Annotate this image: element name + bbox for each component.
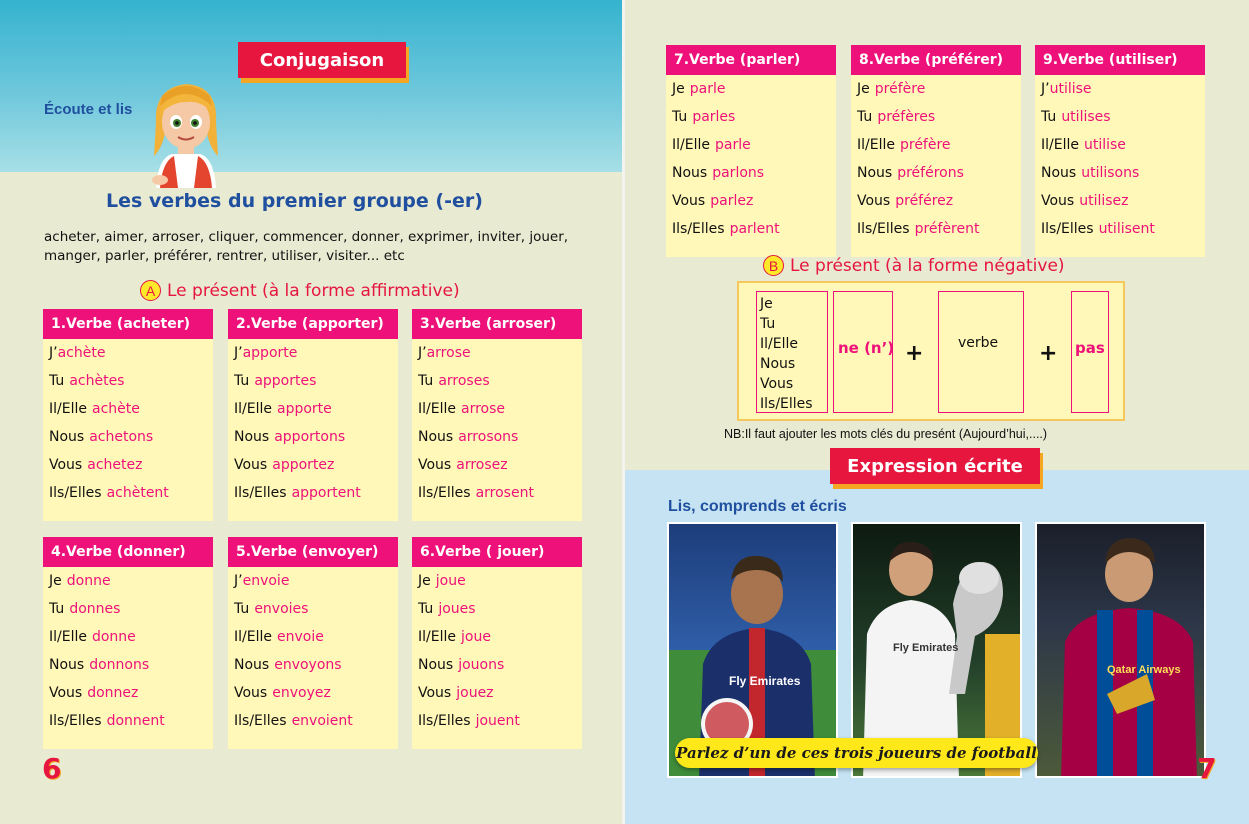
verb-form: envoyez xyxy=(272,685,331,701)
pronoun: Vous xyxy=(418,685,452,701)
conjugation-table xyxy=(412,309,582,521)
pronoun: Nous xyxy=(49,657,85,673)
conjugation-row xyxy=(1035,215,1205,243)
pronoun: J’ xyxy=(234,345,243,361)
pronoun: J’ xyxy=(234,573,243,589)
verb-form: joue xyxy=(460,629,491,645)
pronoun: Ils/Elles xyxy=(418,713,471,729)
conjugation-table-title: 7.Verbe (parler) xyxy=(666,45,836,75)
pronoun: Je xyxy=(418,573,431,589)
verb-form: utilise xyxy=(1049,81,1092,97)
conjugation-row xyxy=(43,367,213,395)
verb-form: préfère xyxy=(899,137,951,153)
pronoun: Il/Elle xyxy=(49,401,87,417)
conjugation-table xyxy=(43,537,213,749)
negation-pronoun: Il/Elle xyxy=(760,336,798,352)
pronoun: Il/Elle xyxy=(672,137,710,153)
conjugation-row xyxy=(1035,75,1205,103)
pronoun: Vous xyxy=(1041,193,1075,209)
pronoun: Ils/Elles xyxy=(418,485,471,501)
pronoun: Tu xyxy=(49,601,65,617)
verb-form: parlons xyxy=(712,165,765,181)
conjugation-row xyxy=(43,339,213,367)
conjugation-row xyxy=(412,451,582,479)
verb-form: parlent xyxy=(729,221,780,237)
negation-verb-text: verbe xyxy=(958,335,999,351)
verb-form: arrosez xyxy=(456,457,508,473)
pronoun: Ils/Elles xyxy=(49,713,102,729)
conjugation-row xyxy=(666,159,836,187)
pronoun: Tu xyxy=(49,373,65,389)
photo-caption-banner: Parlez d’un de ces trois joueurs de football xyxy=(675,738,1038,768)
verb-form: donnes xyxy=(69,601,121,617)
verb-form: apportez xyxy=(272,457,335,473)
verb-form: arrosons xyxy=(458,429,519,445)
conjugation-row xyxy=(43,395,213,423)
sky-header xyxy=(0,0,624,172)
verb-form: donnent xyxy=(106,713,165,729)
conjugation-row xyxy=(43,567,213,595)
verb-form: préfère xyxy=(874,81,926,97)
pronoun: Tu xyxy=(234,373,250,389)
pronoun: Ils/Elles xyxy=(672,221,725,237)
pronoun: Je xyxy=(49,573,62,589)
conjugation-row xyxy=(412,707,582,735)
verb-form: joue xyxy=(435,573,466,589)
pronoun: Vous xyxy=(672,193,706,209)
conjugation-row xyxy=(666,75,836,103)
negation-pronoun: Je xyxy=(760,296,773,312)
conjugation-table xyxy=(666,45,836,257)
conjugation-row xyxy=(851,75,1021,103)
right-page xyxy=(625,0,1249,824)
conjugation-row xyxy=(851,131,1021,159)
verb-form: arrose xyxy=(460,401,505,417)
verb-form: jouent xyxy=(475,713,520,729)
pronoun: Nous xyxy=(418,657,454,673)
conjugation-row xyxy=(1035,187,1205,215)
plus-sign-1: + xyxy=(905,341,924,366)
verb-form: utilises xyxy=(1061,109,1111,125)
verb-form: envoies xyxy=(254,601,309,617)
negation-pronoun: Ils/Elles xyxy=(760,396,813,412)
conjugation-row xyxy=(412,479,582,507)
pronoun: Il/Elle xyxy=(234,629,272,645)
verb-form: apporte xyxy=(276,401,332,417)
verb-form: apportes xyxy=(254,373,317,389)
conjugation-row xyxy=(1035,159,1205,187)
conjugation-row xyxy=(1035,103,1205,131)
verb-form: préférons xyxy=(897,165,964,181)
conjugation-table xyxy=(228,309,398,521)
conjugation-row xyxy=(412,367,582,395)
verb-form: donnons xyxy=(89,657,150,673)
section-a-badge: A xyxy=(140,280,161,301)
pronoun: Tu xyxy=(418,601,434,617)
verb-form: achètent xyxy=(106,485,169,501)
verb-form: apportent xyxy=(291,485,361,501)
conjugation-row xyxy=(43,423,213,451)
pronoun: Il/Elle xyxy=(49,629,87,645)
left-page xyxy=(0,0,624,824)
verb-form: achètes xyxy=(69,373,125,389)
lis-comprends-ecris-label: Lis, comprends et écris xyxy=(668,498,847,515)
section-a-text: Le présent (à la forme affirmative) xyxy=(167,280,460,301)
shirt-sponsor-3: Qatar Airways xyxy=(1107,664,1181,676)
player-photo-3 xyxy=(1035,522,1206,778)
verb-form: achète xyxy=(57,345,106,361)
pronoun: Nous xyxy=(857,165,893,181)
conjugation-table xyxy=(1035,45,1205,257)
negation-pas-text: pas xyxy=(1075,339,1105,357)
conjugation-row xyxy=(43,479,213,507)
nb-note: NB:Il faut ajouter les mots clés du presént (Aujourd’hui,....) xyxy=(724,427,1048,441)
conjugation-row xyxy=(851,187,1021,215)
verb-form: apporte xyxy=(242,345,298,361)
conjugation-row xyxy=(412,423,582,451)
verb-form: achetons xyxy=(89,429,154,445)
section-b-title xyxy=(763,255,1065,276)
conjugation-row xyxy=(851,215,1021,243)
pronoun: Vous xyxy=(234,457,268,473)
verb-form: parle xyxy=(714,137,751,153)
pronoun: Ils/Elles xyxy=(857,221,910,237)
conjugation-row xyxy=(666,131,836,159)
negation-pronoun: Tu xyxy=(760,316,776,332)
pronoun: J’ xyxy=(418,345,427,361)
verb-form: utilisons xyxy=(1081,165,1140,181)
verb-form: envoyons xyxy=(274,657,342,673)
conjugation-row xyxy=(43,623,213,651)
conjugation-row xyxy=(228,451,398,479)
negation-formula-box xyxy=(737,281,1125,421)
conjugation-row xyxy=(228,395,398,423)
ecoute-et-lis-label: Écoute et lis xyxy=(44,101,133,118)
verb-form: achète xyxy=(91,401,140,417)
pronoun: Ils/Elles xyxy=(1041,221,1094,237)
verb-form: envoient xyxy=(291,713,353,729)
cartoon-girl-illustration xyxy=(148,76,224,188)
pronoun: Je xyxy=(857,81,870,97)
pronoun: Il/Elle xyxy=(1041,137,1079,153)
conjugation-row xyxy=(228,423,398,451)
verb-form: parle xyxy=(689,81,726,97)
negation-ne-text: ne (n’) xyxy=(838,339,895,357)
conjugation-table-title: 9.Verbe (utiliser) xyxy=(1035,45,1205,75)
verb-form: jouons xyxy=(458,657,505,673)
conjugation-row xyxy=(412,595,582,623)
conjugation-table-title: 1.Verbe (acheter) xyxy=(43,309,213,339)
conjugation-row xyxy=(412,651,582,679)
verb-form: joues xyxy=(438,601,476,617)
shirt-sponsor-1: Fly Emirates xyxy=(729,674,801,688)
conjugation-row xyxy=(43,651,213,679)
pronoun: Je xyxy=(672,81,685,97)
pronoun: Il/Elle xyxy=(234,401,272,417)
conjugation-row xyxy=(228,567,398,595)
conjugation-row xyxy=(412,395,582,423)
conjugation-row xyxy=(228,595,398,623)
conjugation-table xyxy=(412,537,582,749)
conjugation-row xyxy=(228,623,398,651)
pronoun: Nous xyxy=(234,429,270,445)
conjugation-row xyxy=(228,679,398,707)
pronoun: Tu xyxy=(234,601,250,617)
verb-form: donnez xyxy=(87,685,139,701)
section-a-title xyxy=(140,280,460,301)
conjugation-table xyxy=(228,537,398,749)
pronoun: Ils/Elles xyxy=(234,713,287,729)
pronoun: Il/Elle xyxy=(857,137,895,153)
conjugation-row xyxy=(666,187,836,215)
pronoun: Tu xyxy=(672,109,688,125)
conjugation-table-title: 2.Verbe (apporter) xyxy=(228,309,398,339)
pronoun: Vous xyxy=(49,457,83,473)
conjugation-table-title: 4.Verbe (donner) xyxy=(43,537,213,567)
conjugation-table xyxy=(43,309,213,521)
verb-form: utilisent xyxy=(1098,221,1155,237)
conjugation-row xyxy=(228,707,398,735)
verb-form: donne xyxy=(66,573,111,589)
conjugation-table-title: 6.Verbe ( jouer) xyxy=(412,537,582,567)
pronoun: J’ xyxy=(1041,81,1050,97)
verb-form: donne xyxy=(91,629,136,645)
page-title: Les verbes du premier groupe (-er) xyxy=(106,190,483,212)
shirt-sponsor-2: Fly Emirates xyxy=(893,642,959,654)
pronoun: J’ xyxy=(49,345,58,361)
verb-list-text: acheter, aimer, arroser, cliquer, commencer, donner, exprimer, inviter, jouer, manger, parler, préférer, rentrer, utiliser, visiter... etc xyxy=(44,229,569,264)
verb-form: envoie xyxy=(242,573,290,589)
negation-verb-cell xyxy=(938,291,1024,413)
pronoun: Ils/Elles xyxy=(234,485,287,501)
pronoun: Nous xyxy=(1041,165,1077,181)
plus-sign-2: + xyxy=(1039,341,1058,366)
conjugation-row xyxy=(851,103,1021,131)
verb-form: arrose xyxy=(426,345,471,361)
pronoun: Vous xyxy=(857,193,891,209)
page-number-left: 6 xyxy=(42,752,62,785)
verb-form: arrosent xyxy=(475,485,534,501)
verb-form: préfères xyxy=(877,109,936,125)
verb-form: jouez xyxy=(456,685,494,701)
conjugation-row xyxy=(412,679,582,707)
conjugation-row xyxy=(43,451,213,479)
verb-form: utilisez xyxy=(1079,193,1129,209)
pronoun: Vous xyxy=(49,685,83,701)
conjugation-row xyxy=(1035,131,1205,159)
pronoun: Nous xyxy=(49,429,85,445)
conjugation-row xyxy=(228,651,398,679)
conjugation-row xyxy=(228,479,398,507)
verb-form: parles xyxy=(692,109,736,125)
pronoun: Nous xyxy=(672,165,708,181)
conjugation-row xyxy=(412,339,582,367)
page-number-right: 7 xyxy=(1197,752,1217,785)
conjugaison-banner xyxy=(238,42,406,78)
verb-form: envoie xyxy=(276,629,324,645)
negation-pronoun-cell xyxy=(756,291,828,413)
conjugation-row xyxy=(851,159,1021,187)
conjugation-table-title: 8.Verbe (préférer) xyxy=(851,45,1021,75)
conjugation-table-title: 3.Verbe (arroser) xyxy=(412,309,582,339)
conjugation-table xyxy=(851,45,1021,257)
section-b-badge: B xyxy=(763,255,784,276)
verb-form: préférez xyxy=(895,193,954,209)
verb-form: utilise xyxy=(1083,137,1126,153)
conjugaison-banner-label: Conjugaison xyxy=(259,49,385,71)
conjugation-row xyxy=(412,623,582,651)
negation-pronoun: Vous xyxy=(760,376,794,392)
pronoun: Vous xyxy=(234,685,268,701)
pronoun: Il/Elle xyxy=(418,629,456,645)
verb-form: apportons xyxy=(274,429,346,445)
pronoun: Tu xyxy=(857,109,873,125)
conjugation-row xyxy=(43,707,213,735)
pronoun: Nous xyxy=(234,657,270,673)
verb-form: arroses xyxy=(438,373,490,389)
pronoun: Vous xyxy=(418,457,452,473)
conjugation-row xyxy=(228,367,398,395)
conjugation-row xyxy=(43,679,213,707)
conjugation-row xyxy=(666,215,836,243)
pronoun: Ils/Elles xyxy=(49,485,102,501)
player-3-figure xyxy=(1037,524,1206,778)
conjugation-row xyxy=(228,339,398,367)
verb-form: préfèrent xyxy=(914,221,980,237)
pronoun: Tu xyxy=(1041,109,1057,125)
conjugation-table-title: 5.Verbe (envoyer) xyxy=(228,537,398,567)
pronoun: Tu xyxy=(418,373,434,389)
pronoun: Nous xyxy=(418,429,454,445)
section-b-text: Le présent (à la forme négative) xyxy=(790,255,1065,276)
verb-form: parlez xyxy=(710,193,754,209)
pronoun: Il/Elle xyxy=(418,401,456,417)
verb-form: achetez xyxy=(87,457,143,473)
negation-pronoun: Nous xyxy=(760,356,796,372)
conjugation-row xyxy=(412,567,582,595)
conjugation-row xyxy=(43,595,213,623)
expression-ecrite-banner-label: Expression écrite xyxy=(847,455,1023,477)
conjugation-row xyxy=(666,103,836,131)
expression-ecrite-banner xyxy=(830,448,1040,484)
